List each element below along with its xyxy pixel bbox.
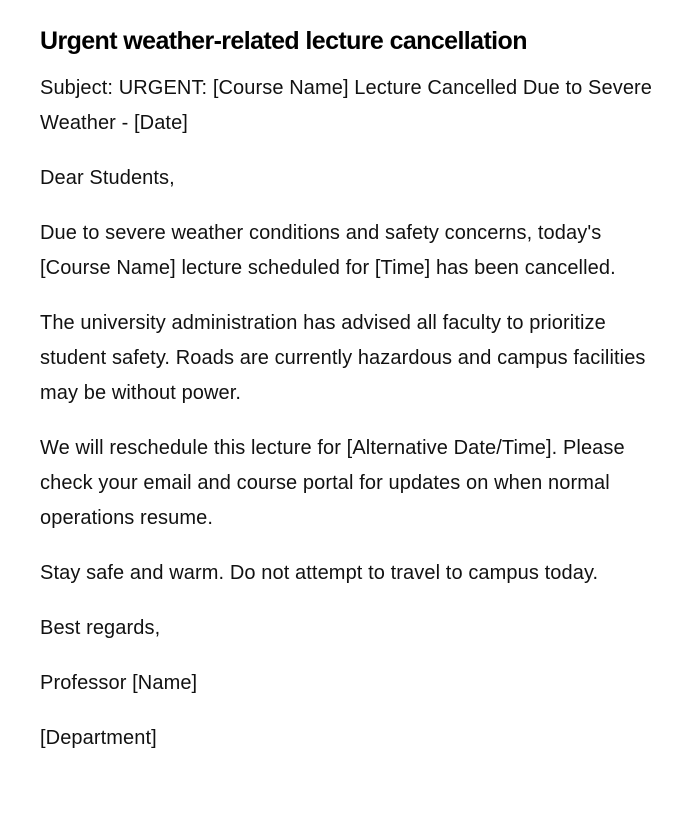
signature-department: [Department] <box>40 727 157 749</box>
closing: Best regards, <box>40 617 161 639</box>
signature-name: Professor [Name] <box>40 672 198 694</box>
subject-line: Subject: URGENT: [Course Name] Lecture Cancelled Due to Severe Weather - [Date] <box>40 77 653 134</box>
salutation: Dear Students, <box>40 167 175 189</box>
document-title: Urgent weather-related lecture cancellation <box>40 27 527 55</box>
body-paragraph-safety: The university administration has advised all faculty to prioritize student safety. Roads are currently hazardous and campus facilities may be without power. <box>40 312 646 404</box>
body-paragraph-reschedule: We will reschedule this lecture for [Alternative Date/Time]. Please check your email and course portal for updates on when normal operations resume. <box>40 437 625 529</box>
body-paragraph-stay-safe: Stay safe and warm. Do not attempt to travel to campus today. <box>40 562 599 584</box>
body-paragraph-cancellation: Due to severe weather conditions and safety concerns, today's [Course Name] lecture scheduled for [Time] has been cancelled. <box>40 222 616 279</box>
